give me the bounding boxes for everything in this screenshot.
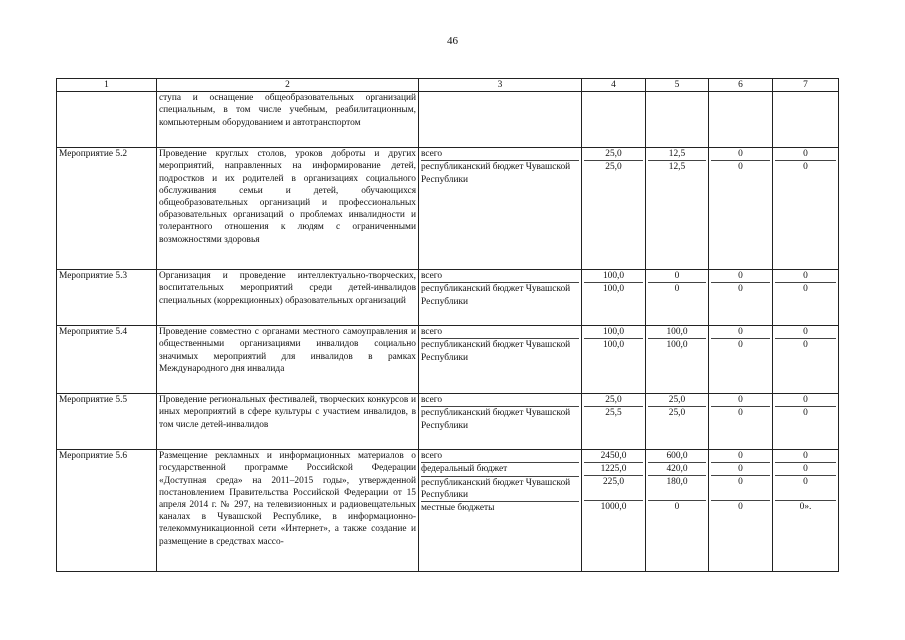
value: 0 bbox=[775, 326, 836, 339]
source-label: всего bbox=[421, 450, 579, 463]
value: 600,0 bbox=[648, 450, 706, 463]
value-cell-5 bbox=[646, 394, 709, 450]
value-cell-5 bbox=[646, 450, 709, 572]
activity-cell: Мероприятие 5.3 bbox=[57, 270, 157, 326]
value: 100,0 bbox=[666, 340, 688, 351]
value-cell-5 bbox=[646, 326, 709, 394]
description-cell: Проведение региональных фестивалей, творческих конкурсов и иных мероприятий в сфере культуры с участием инвалидов, в том числе детей-инвалидов bbox=[157, 394, 419, 450]
value-cell-7 bbox=[773, 148, 839, 270]
value: 0 bbox=[711, 148, 770, 161]
header-row bbox=[57, 79, 839, 92]
description-cell: ступа и оснащение общеобразовательных организаций специальным, в том числе учебным, реабилитационным, компьютерным оборудованием и автотранспортом bbox=[157, 92, 419, 148]
value: 0 bbox=[775, 450, 836, 463]
page-number: 46 bbox=[447, 35, 458, 47]
description-cell: Организация и проведение интеллектуально-творческих, воспитательных мероприятий среди детей-инвалидов специальных (коррекционных) образовательных организаций bbox=[157, 270, 419, 326]
value-cell-6 bbox=[709, 270, 773, 326]
value: 0 bbox=[775, 270, 836, 283]
value-cell-4 bbox=[582, 326, 646, 394]
value: 100,0 bbox=[648, 326, 706, 339]
value-cell-6 bbox=[709, 450, 773, 572]
source-cell bbox=[419, 326, 582, 394]
activity-cell bbox=[57, 92, 157, 148]
source-cell bbox=[419, 92, 582, 148]
activity-cell: Мероприятие 5.5 bbox=[57, 394, 157, 450]
value: 25,0 bbox=[584, 394, 643, 407]
description-cell: Проведение круглых столов, уроков доброты и других мероприятий, направленных на информирование детей, подростков и их родителей в организациях социального обслуживания семьи и детей, обучающихся общеобразовательных организаций и профессиональных образовательных организаций о проблемах инвалидности и толерантного отношения к людям с ограниченными возможностями здоровья bbox=[157, 148, 419, 270]
value: 25,5 bbox=[605, 408, 622, 419]
header-col-5: 5 bbox=[646, 79, 709, 92]
value-cell-7 bbox=[773, 450, 839, 572]
table-row bbox=[57, 394, 839, 450]
source-label: всего bbox=[421, 148, 579, 161]
value: 0 bbox=[738, 340, 743, 351]
header-col-6: 6 bbox=[709, 79, 773, 92]
value: 0 bbox=[738, 162, 743, 173]
value: 0 bbox=[775, 148, 836, 161]
value: 0 bbox=[738, 502, 743, 513]
value: 0». bbox=[799, 502, 812, 513]
source-label: всего bbox=[421, 270, 579, 283]
value: 420,0 bbox=[648, 463, 706, 476]
value: 100,0 bbox=[584, 326, 643, 339]
value: 12,5 bbox=[668, 162, 686, 173]
source-label: республиканский бюджет Чувашской Республики bbox=[421, 284, 571, 307]
source-label: республиканский бюджет Чувашской Республики bbox=[421, 340, 571, 363]
value: 0 bbox=[803, 340, 808, 351]
activity-cell: Мероприятие 5.2 bbox=[57, 148, 157, 270]
value-cell-4 bbox=[582, 92, 646, 148]
value: 0 bbox=[648, 270, 706, 283]
value-cell-6 bbox=[709, 92, 773, 148]
value: 0 bbox=[711, 270, 770, 283]
source-label: республиканский бюджет Чувашской Республики bbox=[421, 477, 579, 502]
value: 0 bbox=[803, 284, 808, 295]
value: 0 bbox=[711, 394, 770, 407]
source-cell bbox=[419, 270, 582, 326]
value: 0 bbox=[674, 502, 680, 513]
source-cell bbox=[419, 394, 582, 450]
table-row bbox=[57, 148, 839, 270]
value: 0 bbox=[711, 463, 770, 476]
value: 0 bbox=[775, 476, 836, 501]
header-col-7: 7 bbox=[773, 79, 839, 92]
header-col-3: 3 bbox=[419, 79, 582, 92]
value: 0 bbox=[738, 284, 743, 295]
source-cell bbox=[419, 148, 582, 270]
program-activities-table bbox=[56, 78, 839, 572]
value: 0 bbox=[775, 394, 836, 407]
value-cell-4 bbox=[582, 394, 646, 450]
value: 0 bbox=[803, 162, 808, 173]
value: 0 bbox=[711, 476, 770, 501]
value: 0 bbox=[711, 450, 770, 463]
source-label: местные бюджеты bbox=[421, 502, 495, 513]
value: 2450,0 bbox=[584, 450, 643, 463]
value: 180,0 bbox=[648, 476, 706, 501]
value-cell-7 bbox=[773, 270, 839, 326]
source-cell bbox=[419, 450, 582, 572]
value-cell-6 bbox=[709, 326, 773, 394]
value: 0 bbox=[711, 326, 770, 339]
value-cell-4 bbox=[582, 450, 646, 572]
description-cell: Размещение рекламных и информационных материалов о государственной программе Российской Федерации «Доступная среда» на 2011–2015 годы», утвержденной постановлением Правительства Российской Федерации от 15 апреля 2014 г. № 297, на телевизионных и радиовещательных каналах в Чувашской Республике, в информационно-телекоммуникационной сети «Интернет», а также создание и размещение в средствах массо- bbox=[157, 450, 419, 572]
header-col-2: 2 bbox=[157, 79, 419, 92]
source-label: республиканский бюджет Чувашской Республики bbox=[421, 408, 571, 431]
header-col-4: 4 bbox=[582, 79, 646, 92]
value-cell-5 bbox=[646, 270, 709, 326]
table-row bbox=[57, 450, 839, 572]
value: 100,0 bbox=[584, 270, 643, 283]
value: 25,0 bbox=[648, 394, 706, 407]
value: 1225,0 bbox=[584, 463, 643, 476]
value-cell-7 bbox=[773, 92, 839, 148]
value: 100,0 bbox=[602, 284, 625, 295]
activity-cell: Мероприятие 5.6 bbox=[57, 450, 157, 572]
value-cell-4 bbox=[582, 148, 646, 270]
value: 25,0 bbox=[584, 148, 643, 161]
value-cell-6 bbox=[709, 394, 773, 450]
value-cell-6 bbox=[709, 148, 773, 270]
table-row bbox=[57, 326, 839, 394]
table-row bbox=[57, 92, 839, 148]
table-row bbox=[57, 270, 839, 326]
value: 0 bbox=[775, 463, 836, 476]
source-label: всего bbox=[421, 326, 579, 339]
value-cell-5 bbox=[646, 148, 709, 270]
value: 0 bbox=[803, 408, 808, 419]
value: 100,0 bbox=[602, 340, 625, 351]
value-cell-7 bbox=[773, 326, 839, 394]
value-cell-4 bbox=[582, 270, 646, 326]
value-cell-5 bbox=[646, 92, 709, 148]
value: 0 bbox=[674, 284, 680, 295]
value: 25,0 bbox=[668, 408, 686, 419]
value-cell-7 bbox=[773, 394, 839, 450]
description-cell: Проведение совместно с органами местного самоуправления и общественными организациями инвалидов социально значимых мероприятий для инвалидов в рамках Международного дня инвалида bbox=[157, 326, 419, 394]
source-label: республиканский бюджет Чувашской Республики bbox=[421, 162, 571, 185]
value: 1000,0 bbox=[600, 502, 627, 513]
value: 0 bbox=[738, 408, 743, 419]
value: 225,0 bbox=[584, 476, 643, 501]
header-col-1: 1 bbox=[57, 79, 157, 92]
activity-cell: Мероприятие 5.4 bbox=[57, 326, 157, 394]
source-label: федеральный бюджет bbox=[421, 463, 579, 476]
value: 25,0 bbox=[605, 162, 622, 173]
source-label: всего bbox=[421, 394, 579, 407]
value: 12,5 bbox=[648, 148, 706, 161]
